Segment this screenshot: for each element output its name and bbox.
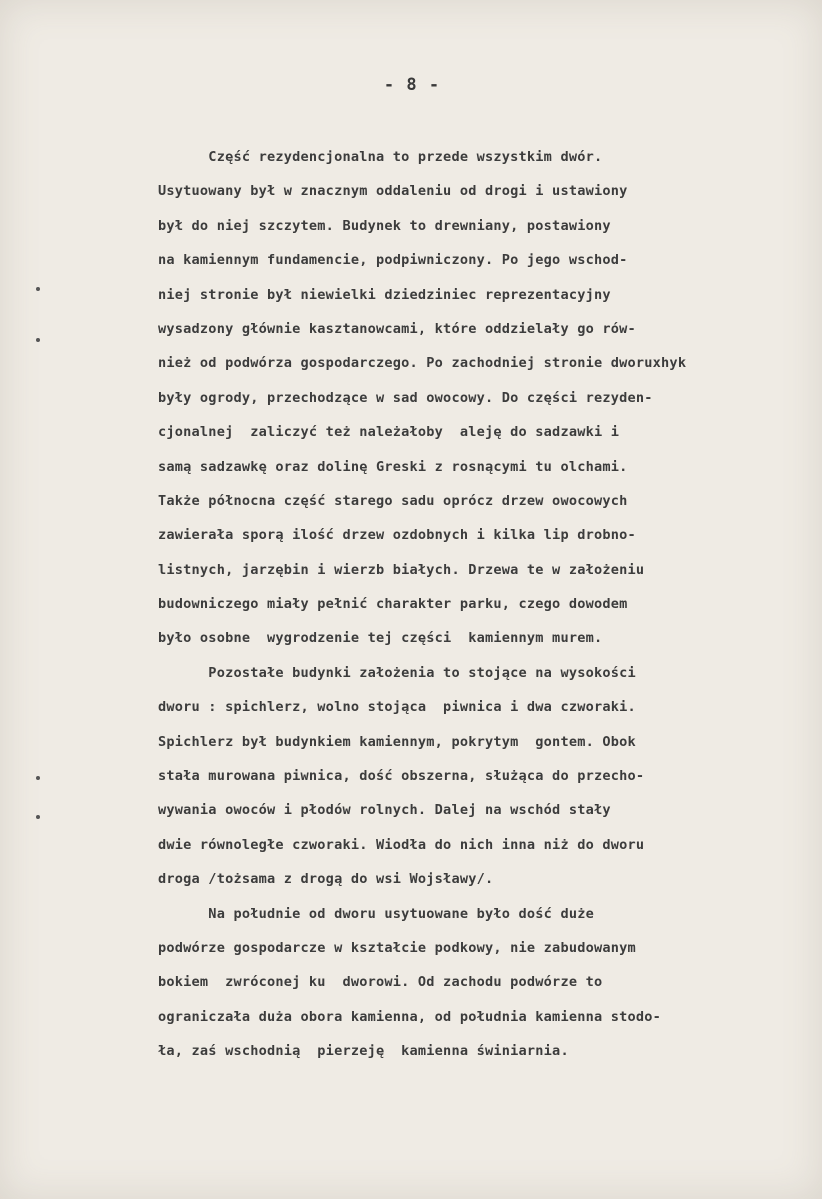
text-line: były ogrody, przechodzące w sad owocowy. Do części rezyden-: [158, 389, 653, 406]
text-line: wysadzony głównie kasztanowcami, które oddzielały go rów-: [158, 320, 636, 337]
text-line: na kamiennym fundamencie, podpiwniczony. Po jego wschod-: [158, 252, 628, 269]
text-line: niej stronie był niewielki dziedziniec reprezentacyjny: [158, 286, 611, 303]
text-line: wywania owoców i płodów rolnych. Dalej na wschód stały: [158, 802, 611, 819]
text-line: cjonalnej zaliczyć też należałoby aleję do sadzawki i: [158, 424, 620, 441]
body-text: [158, 140, 808, 1069]
text-line: Na południe od dworu usytuowane było dość duże: [158, 905, 594, 922]
text-line: stała murowana piwnica, dość obszerna, służąca do przecho-: [158, 768, 645, 785]
text-line: ła, zaś wschodnią pierzeję kamienna świniarnia.: [158, 1043, 569, 1060]
page-number: - 8 -: [383, 75, 441, 95]
text-line: Także północna część starego sadu oprócz drzew owocowych: [158, 492, 628, 509]
margin-mark: [36, 815, 40, 819]
text-line: bokiem zwróconej ku dworowi. Od zachodu podwórze to: [158, 974, 603, 991]
text-line: Usytuowany był w znacznym oddaleniu od drogi i ustawiony: [158, 183, 628, 200]
text-line: budowniczego miały pełnić charakter parku, czego dowodem: [158, 596, 628, 613]
text-line: było osobne wygrodzenie tej części kamiennym murem.: [158, 630, 603, 647]
text-line: Spichlerz był budynkiem kamiennym, pokrytym gontem. Obok: [158, 733, 636, 750]
text-line: samą sadzawkę oraz dolinę Greski z rosnącymi tu olchami.: [158, 458, 628, 475]
text-line: nież od podwórza gospodarczego. Po zachodniej stronie dworuxhyk: [158, 355, 687, 372]
text-line: dwie równoległe czworaki. Wiodła do nich inna niż do dworu: [158, 836, 645, 853]
text-line: był do niej szczytem. Budynek to drewniany, postawiony: [158, 217, 611, 234]
margin-mark: [36, 776, 40, 780]
text-line: dworu : spichlerz, wolno stojąca piwnica i dwa czworaki.: [158, 699, 636, 716]
text-line: droga /tożsama z drogą do wsi Wojsławy/.: [158, 871, 494, 888]
text-line: podwórze gospodarcze w kształcie podkowy, nie zabudowanym: [158, 939, 636, 956]
text-line: zawierała sporą ilość drzew ozdobnych i kilka lip drobno-: [158, 527, 636, 544]
text-line: Pozostałe budynki założenia to stojące na wysokości: [158, 664, 636, 681]
margin-mark: [36, 338, 40, 342]
text-line: Część rezydencjonalna to przede wszystkim dwór.: [158, 149, 603, 165]
text-line: ograniczała duża obora kamienna, od południa kamienna stodo-: [158, 1008, 662, 1025]
text-line: listnych, jarzębin i wierzb białych. Drzewa te w założeniu: [158, 561, 645, 578]
margin-mark: [36, 287, 40, 291]
